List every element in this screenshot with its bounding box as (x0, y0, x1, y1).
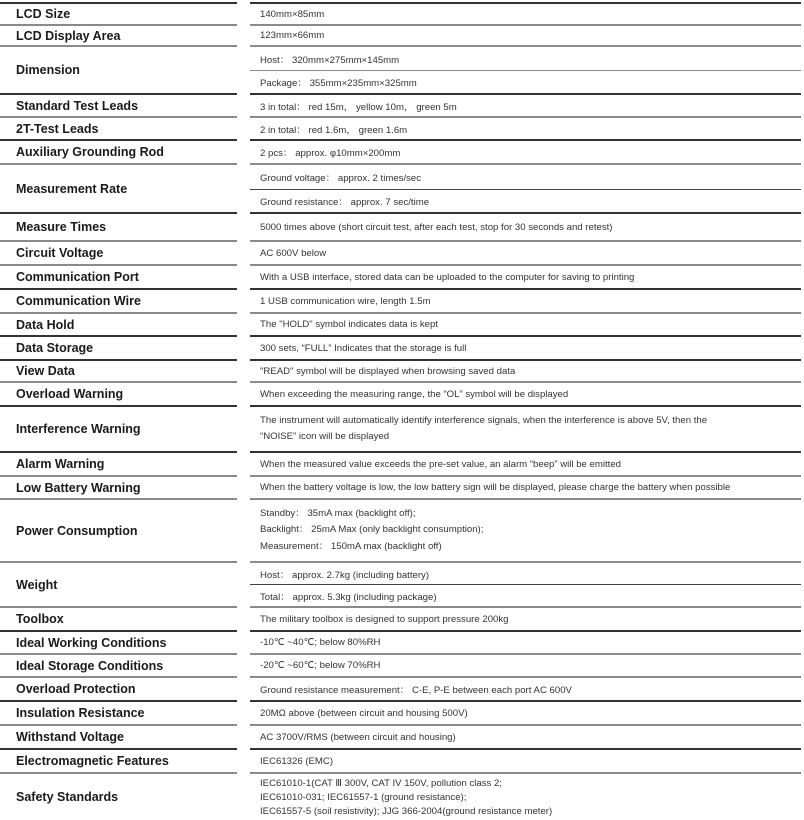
spec-value-text: Ground voltage： approx. 2 times/sec (260, 173, 422, 184)
spec-label: Safety Standards (0, 772, 237, 820)
spec-value-text: Ground resistance： approx. 7 sec/time (250, 189, 801, 212)
spec-value (250, 475, 801, 498)
spec-value-text: Ground resistance measurement： C-E, P-E between each port AC 600V (260, 685, 572, 696)
spec-value (250, 748, 801, 772)
spec-row (0, 264, 804, 288)
spec-row (0, 381, 804, 405)
spec-label: Insulation Resistance (0, 700, 237, 724)
spec-row (0, 359, 804, 381)
spec-row (0, 606, 804, 630)
spec-row (0, 724, 804, 748)
spec-row (0, 2, 804, 24)
spec-row (0, 163, 804, 212)
spec-value-text: 2 pcs： approx. φ10mm×200mm (260, 148, 401, 159)
spec-value-line: Backlight： 25mA Max (only backlight consumption); (260, 524, 484, 536)
spec-value-text: 20MΩ above (between circuit and housing 500V) (260, 707, 468, 719)
spec-value-text: 3 in total： red 15m， yellow 10m， green 5m (260, 101, 457, 113)
spec-label: LCD Size (0, 2, 237, 24)
spec-row (0, 45, 804, 93)
spec-value-text (250, 774, 801, 820)
spec-value (250, 606, 801, 630)
spec-row (0, 772, 804, 820)
spec-value-text: Host： 320mm×275mm×145mm (260, 54, 400, 66)
spec-value (250, 381, 801, 405)
spec-value-text: 123mm×66mm (260, 30, 325, 41)
spec-value-line: The instrument will automatically identify interference signals, when the interference is above 5V, then the (260, 414, 708, 426)
spec-label: Electromagnetic Features (0, 748, 237, 772)
spec-label: Measurement Rate (0, 163, 237, 212)
spec-value-line: Standby： 35mA max (backlight off); (260, 507, 416, 519)
spec-value-text: 1 USB communication wire, length 1.5m (260, 295, 431, 307)
spec-value (250, 312, 801, 335)
spec-value-line: IEC61557-5 (soil resistivity); JJG 366-2004(ground resistance meter) (260, 806, 553, 817)
spec-label: Low Battery Warning (0, 475, 237, 498)
spec-value-text: 140mm×85mm (260, 8, 325, 20)
spec-row (0, 93, 804, 116)
spec-value-text: With a USB interface, stored data can be uploaded to the computer for saving to printing (260, 271, 635, 283)
spec-value (250, 359, 801, 381)
spec-value (250, 561, 801, 606)
spec-row (0, 116, 804, 139)
spec-row (0, 451, 804, 475)
spec-value-line: IEC61010-031; IEC61557-1 (ground resistance); (260, 792, 467, 803)
spec-row (0, 700, 804, 724)
spec-label: Measure Times (0, 212, 237, 240)
spec-value-text: -10℃ ~40℃; below 80%RH (260, 637, 381, 648)
spec-label: Auxiliary Grounding Rod (0, 139, 237, 163)
spec-row (0, 405, 804, 451)
spec-value-text: When exceeding the measuring range, the “OL” symbol will be displayed (260, 388, 569, 400)
spec-value-text: -20℃ ~60℃; below 70%RH (260, 660, 381, 671)
spec-row (0, 630, 804, 653)
spec-label: Data Hold (0, 312, 237, 335)
spec-label: Ideal Working Conditions (0, 630, 237, 653)
spec-label: Data Storage (0, 335, 237, 359)
spec-label: Circuit Voltage (0, 240, 237, 264)
spec-value (250, 93, 801, 116)
spec-value-text: The military toolbox is designed to support pressure 200kg (260, 613, 509, 625)
spec-value (250, 264, 801, 288)
spec-table (0, 2, 804, 820)
spec-value (250, 630, 801, 653)
spec-value (250, 24, 801, 45)
spec-row (0, 240, 804, 264)
spec-value-text: IEC61326 (EMC) (260, 755, 334, 767)
spec-row (0, 748, 804, 772)
spec-row (0, 288, 804, 312)
spec-value (250, 700, 801, 724)
spec-value-text: The "HOLD" symbol indicates data is kept (260, 319, 438, 330)
spec-row (0, 139, 804, 163)
spec-label: Dimension (0, 45, 237, 93)
spec-value (250, 451, 801, 475)
spec-value-line: IEC61010-1(CAT Ⅲ 300V, CAT IV 150V, pollution class 2; (260, 778, 502, 789)
spec-value (250, 2, 801, 24)
spec-label: Power Consumption (0, 498, 237, 561)
spec-value (250, 405, 801, 451)
spec-value-text: When the measured value exceeds the pre-set value, an alarm “beep” will be emitted (260, 458, 622, 470)
spec-value-text: "READ" symbol will be displayed when browsing saved data (260, 365, 516, 377)
spec-label: Standard Test Leads (0, 93, 237, 116)
spec-row (0, 335, 804, 359)
spec-value (250, 163, 801, 212)
spec-row (0, 312, 804, 335)
spec-row (0, 475, 804, 498)
spec-label: Toolbox (0, 606, 237, 630)
spec-label: Weight (0, 561, 237, 606)
spec-value-text (250, 500, 801, 561)
spec-value-text: Package： 355mm×235mm×325mm (250, 70, 801, 93)
spec-label: Overload Protection (0, 676, 237, 700)
spec-value-text: Host： approx. 2.7kg (including battery) (260, 569, 430, 581)
spec-value-line: “NOISE” icon will be displayed (260, 431, 390, 442)
spec-value (250, 772, 801, 820)
spec-row (0, 498, 804, 561)
spec-row (0, 561, 804, 606)
spec-label: Interference Warning (0, 405, 237, 451)
spec-value (250, 212, 801, 240)
spec-label: Ideal Storage Conditions (0, 653, 237, 676)
spec-value-text: 300 sets, “FULL” Indicates that the storage is full (260, 342, 467, 354)
spec-value (250, 288, 801, 312)
spec-value-text: Total： approx. 5.3kg (including package) (250, 584, 801, 606)
spec-value-text: 2 in total： red 1.6m， green 1.6m (260, 124, 408, 136)
spec-label: View Data (0, 359, 237, 381)
spec-row (0, 212, 804, 240)
spec-label: Alarm Warning (0, 451, 237, 475)
spec-value (250, 676, 801, 700)
spec-value (250, 653, 801, 676)
spec-value (250, 240, 801, 264)
spec-label: Overload Warning (0, 381, 237, 405)
spec-label: Communication Wire (0, 288, 237, 312)
spec-value-text: When the battery voltage is low, the low battery sign will be displayed, please charge the battery when possible (260, 482, 731, 493)
spec-row (0, 24, 804, 45)
spec-value (250, 139, 801, 163)
spec-value (250, 724, 801, 748)
spec-value-text (250, 407, 801, 451)
spec-row (0, 653, 804, 676)
spec-row (0, 676, 804, 700)
spec-label: 2T-Test Leads (0, 116, 237, 139)
spec-value-text: AC 600V below (260, 247, 327, 259)
spec-value-line: Measurement： 150mA max (backlight off) (260, 540, 442, 552)
spec-value-text: AC 3700V/RMS (between circuit and housing) (260, 731, 456, 743)
spec-label: LCD Display Area (0, 24, 237, 45)
spec-value (250, 498, 801, 561)
spec-value (250, 45, 801, 93)
spec-label: Withstand Voltage (0, 724, 237, 748)
spec-value (250, 116, 801, 139)
spec-value (250, 335, 801, 359)
spec-value-text: 5000 times above (short circuit test, after each test, stop for 30 seconds and retest) (260, 221, 613, 233)
spec-label: Communication Port (0, 264, 237, 288)
